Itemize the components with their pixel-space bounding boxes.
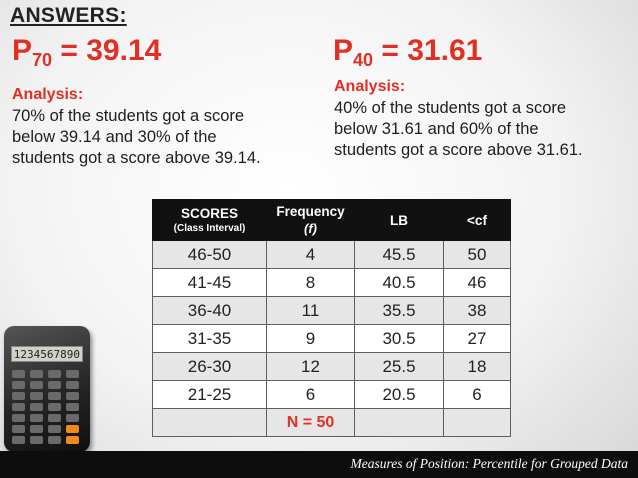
calculator-key (48, 403, 61, 411)
cell-frequency: 11 (267, 297, 355, 325)
cell-lb: 35.5 (355, 297, 444, 325)
cell-frequency: 4 (267, 241, 355, 269)
p70-analysis-line: students got a score above 39.14. (12, 149, 261, 167)
calculator-key (48, 392, 61, 400)
calculator-key (12, 370, 25, 378)
calculator-key (66, 370, 79, 378)
calculator-icon (4, 326, 90, 452)
cell-lb: 20.5 (355, 381, 444, 409)
cell-frequency: 6 (267, 381, 355, 409)
p40-analysis-line: below 31.61 and 60% of the (334, 120, 539, 138)
calculator-key (12, 436, 25, 444)
p70-letter: P (12, 34, 33, 67)
calculator-key (30, 403, 43, 411)
p40-analysis-line: students got a score above 31.61. (334, 141, 583, 159)
calculator-key (48, 436, 61, 444)
cell-score: 31-35 (153, 325, 267, 353)
p70-analysis-label: Analysis: (12, 86, 84, 103)
p40-analysis-text (334, 98, 624, 161)
calculator-key (30, 370, 43, 378)
cell-empty (444, 409, 511, 437)
p70-analysis-line: 70% of the students got a score (12, 107, 245, 125)
calculator-key (30, 425, 43, 433)
cell-cf: 46 (444, 269, 511, 297)
calculator-key (30, 381, 43, 389)
p70-analysis-text (12, 106, 302, 169)
cell-score: 21-25 (153, 381, 267, 409)
cell-score: 41-45 (153, 269, 267, 297)
answers-heading: ANSWERS: (10, 4, 127, 27)
cell-frequency: 12 (267, 353, 355, 381)
cell-score: 46-50 (153, 241, 267, 269)
cell-score: 26-30 (153, 353, 267, 381)
calculator-key (48, 370, 61, 378)
p40-result (333, 34, 482, 71)
calculator-key (66, 381, 79, 389)
cell-cf: 18 (444, 353, 511, 381)
header-scores (153, 200, 267, 241)
table-row (153, 353, 511, 381)
cell-frequency: 9 (267, 325, 355, 353)
cell-lb: 45.5 (355, 241, 444, 269)
header-cf (444, 200, 511, 241)
cell-cf: 27 (444, 325, 511, 353)
header-scores-label: SCORES (180, 206, 238, 221)
cell-lb: 40.5 (355, 269, 444, 297)
header-frequency-label: Frequency (276, 204, 345, 219)
cell-cf: 38 (444, 297, 511, 325)
cell-empty (153, 409, 267, 437)
cell-lb: 25.5 (355, 353, 444, 381)
header-scores-sublabel: (Class Interval) (173, 223, 246, 234)
calculator-key (66, 414, 79, 422)
table-row (153, 381, 511, 409)
calculator-key (66, 425, 79, 433)
cell-lb: 30.5 (355, 325, 444, 353)
p70-value: = 39.14 (60, 34, 162, 67)
cell-frequency: 8 (267, 269, 355, 297)
p40-letter: P (333, 34, 354, 67)
p70-result (12, 34, 161, 71)
cell-cf: 6 (444, 381, 511, 409)
p70-analysis-line: below 39.14 and 30% of the (12, 128, 217, 146)
table-row (153, 269, 511, 297)
header-lb-label: LB (390, 212, 408, 228)
table-header-row (153, 200, 511, 241)
header-frequency-sublabel: (f) (304, 221, 317, 236)
calculator-key (66, 436, 79, 444)
calculator-key (12, 392, 25, 400)
calculator-key (30, 436, 43, 444)
cell-empty (355, 409, 444, 437)
calculator-key (12, 425, 25, 433)
header-cf-label: <cf (467, 212, 487, 228)
calculator-key (30, 392, 43, 400)
calculator-key (48, 414, 61, 422)
calculator-display: 1234567890 (11, 346, 83, 362)
p40-analysis-label: Analysis: (334, 78, 406, 95)
calculator-key (12, 381, 25, 389)
calculator-key (48, 381, 61, 389)
footer-bar (0, 451, 638, 478)
calculator-key (48, 425, 61, 433)
header-lb (355, 200, 444, 241)
p70-subscript: 70 (32, 50, 53, 70)
table-row (153, 297, 511, 325)
header-frequency (267, 200, 355, 241)
table-row (153, 241, 511, 269)
calculator-key (12, 403, 25, 411)
table-row (153, 325, 511, 353)
p40-subscript: 40 (353, 50, 374, 70)
p40-value: = 31.61 (381, 34, 483, 67)
footer-title: Measures of Position: Percentile for Grouped Data (350, 456, 628, 471)
p40-analysis-line: 40% of the students got a score (334, 99, 567, 117)
total-n: N = 50 (267, 409, 355, 437)
cell-score: 36-40 (153, 297, 267, 325)
table-total-row (153, 409, 511, 437)
frequency-table (152, 199, 511, 437)
calculator-key (66, 403, 79, 411)
cell-cf: 50 (444, 241, 511, 269)
calculator-key (30, 414, 43, 422)
calculator-key (66, 392, 79, 400)
calculator-key (12, 414, 25, 422)
